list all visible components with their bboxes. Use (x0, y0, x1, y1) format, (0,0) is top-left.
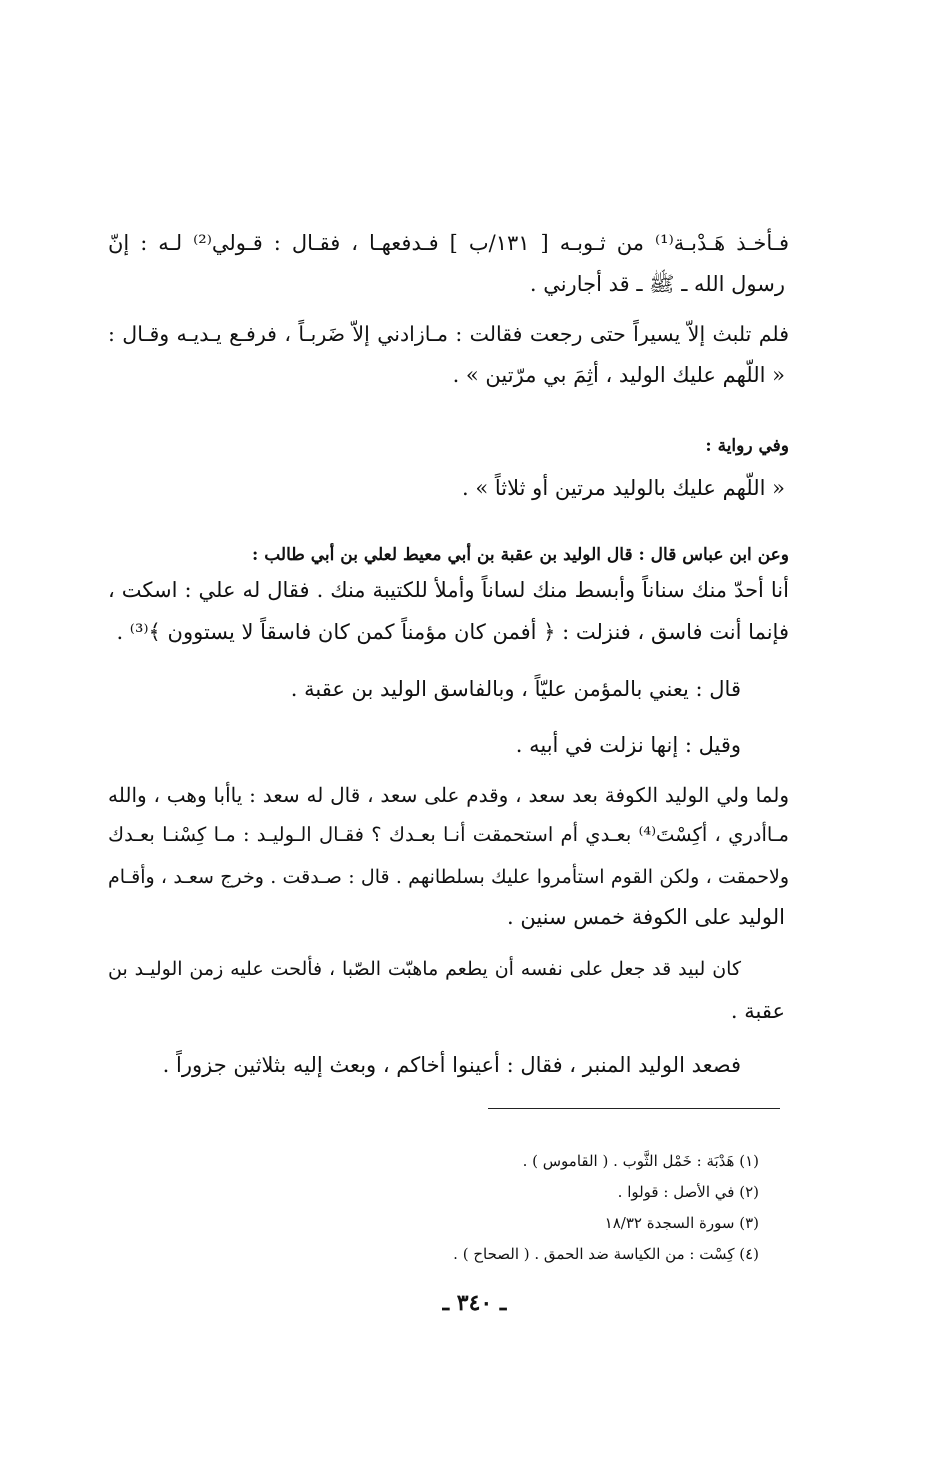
text-line-18: فصعد الوليد المنبر ، فقال : أعينوا أخاكم ، وبعث إليه بثلاثين جزوراً . (162, 1053, 741, 1077)
footnote-divider (488, 1108, 780, 1109)
text-line-1: فـأخـذ هَـدْبـة⁽¹⁾ من ثـوبـه [ ١٣١/ب ] فـدفعهـا ، فقـال : قـولي⁽²⁾ لـه : إنّ (108, 231, 789, 255)
text-line-15: الوليد على الكوفة خمس سنين . (506, 905, 785, 929)
text-line-8: أنا أحدّ منك سناناً وأبسط منك لساناً وأملأ للكتيبة منك . فقال له علي : اسكت ، (108, 578, 789, 602)
footnote-1: (١) هَدْبَة : خَمْل الثَّوب . ( القاموس ) . (522, 1152, 759, 1170)
section-heading-ibn-abbas: وعن ابن عباس قال : قال الوليد بن عقبة بن أبي معيط لعلي بن أبي طالب : (252, 545, 789, 565)
text-line-2: رسول الله ـ ﷺ ـ قد أجارني . (529, 272, 785, 296)
text-line-6: « اللّهم عليك بالوليد مرتين أو ثلاثاً » . (462, 476, 785, 500)
text-line-14: ولاحمقت ، ولكن القوم استأمروا عليك بسلطانهم . قال : صـدقت . وخرج سعـد ، وأقـام (108, 866, 789, 888)
text-line-3: فلم تلبث إلاّ يسيراً حتى رجعت فقالت : مـازادني إلاّ ضَربـاً ، فرفـع يـديـه وقـال : (108, 322, 789, 346)
text-line-10: قال : يعني بالمؤمن عليّاً ، وبالفاسق الوليد بن عقبة . (290, 677, 741, 701)
text-line-13: مـاأدري ، أكِسْتَ⁽⁴⁾ بعـدي أم استحمقت أنـا بعـدك ؟ فقـال الـوليـد : مـا كِسْنـا بعـدك (108, 823, 789, 846)
footnote-3: (٣) سورة السجدة ١٨/٣٢ (604, 1214, 759, 1232)
footnote-4: (٤) كِسْت : من الكياسة ضد الحمق . ( الصحاح ) . (453, 1245, 759, 1263)
text-line-11: وقيل : إنها نزلت في أبيه . (515, 733, 741, 757)
text-line-12: ولما ولي الوليد الكوفة بعد سعد ، وقدم على سعد ، قال له سعد : ياأبا وهب ، والله (108, 783, 789, 807)
footnote-2: (٢) في الأصل : قولوا . (617, 1183, 759, 1201)
text-line-16: كان لبيد قد جعل على نفسه أن يطعم ماهبّت الصّبا ، فألحت عليه زمن الوليـد بن (108, 958, 741, 980)
page-number: ـ ٣٤٠ ـ (442, 1290, 507, 1316)
text-line-4: « اللّهم عليك الوليد ، أثِمَ بي مرّتين » . (452, 363, 785, 387)
text-line-17: عقبة . (730, 999, 785, 1023)
section-heading-riwaya: وفي رواية : (705, 436, 789, 456)
text-line-9: فإنما أنت فاسق ، فنزلت : ﴿ أفمن كان مؤمناً كمن كان فاسقاً لا يستوون ﴾⁽³⁾ . (116, 620, 789, 644)
